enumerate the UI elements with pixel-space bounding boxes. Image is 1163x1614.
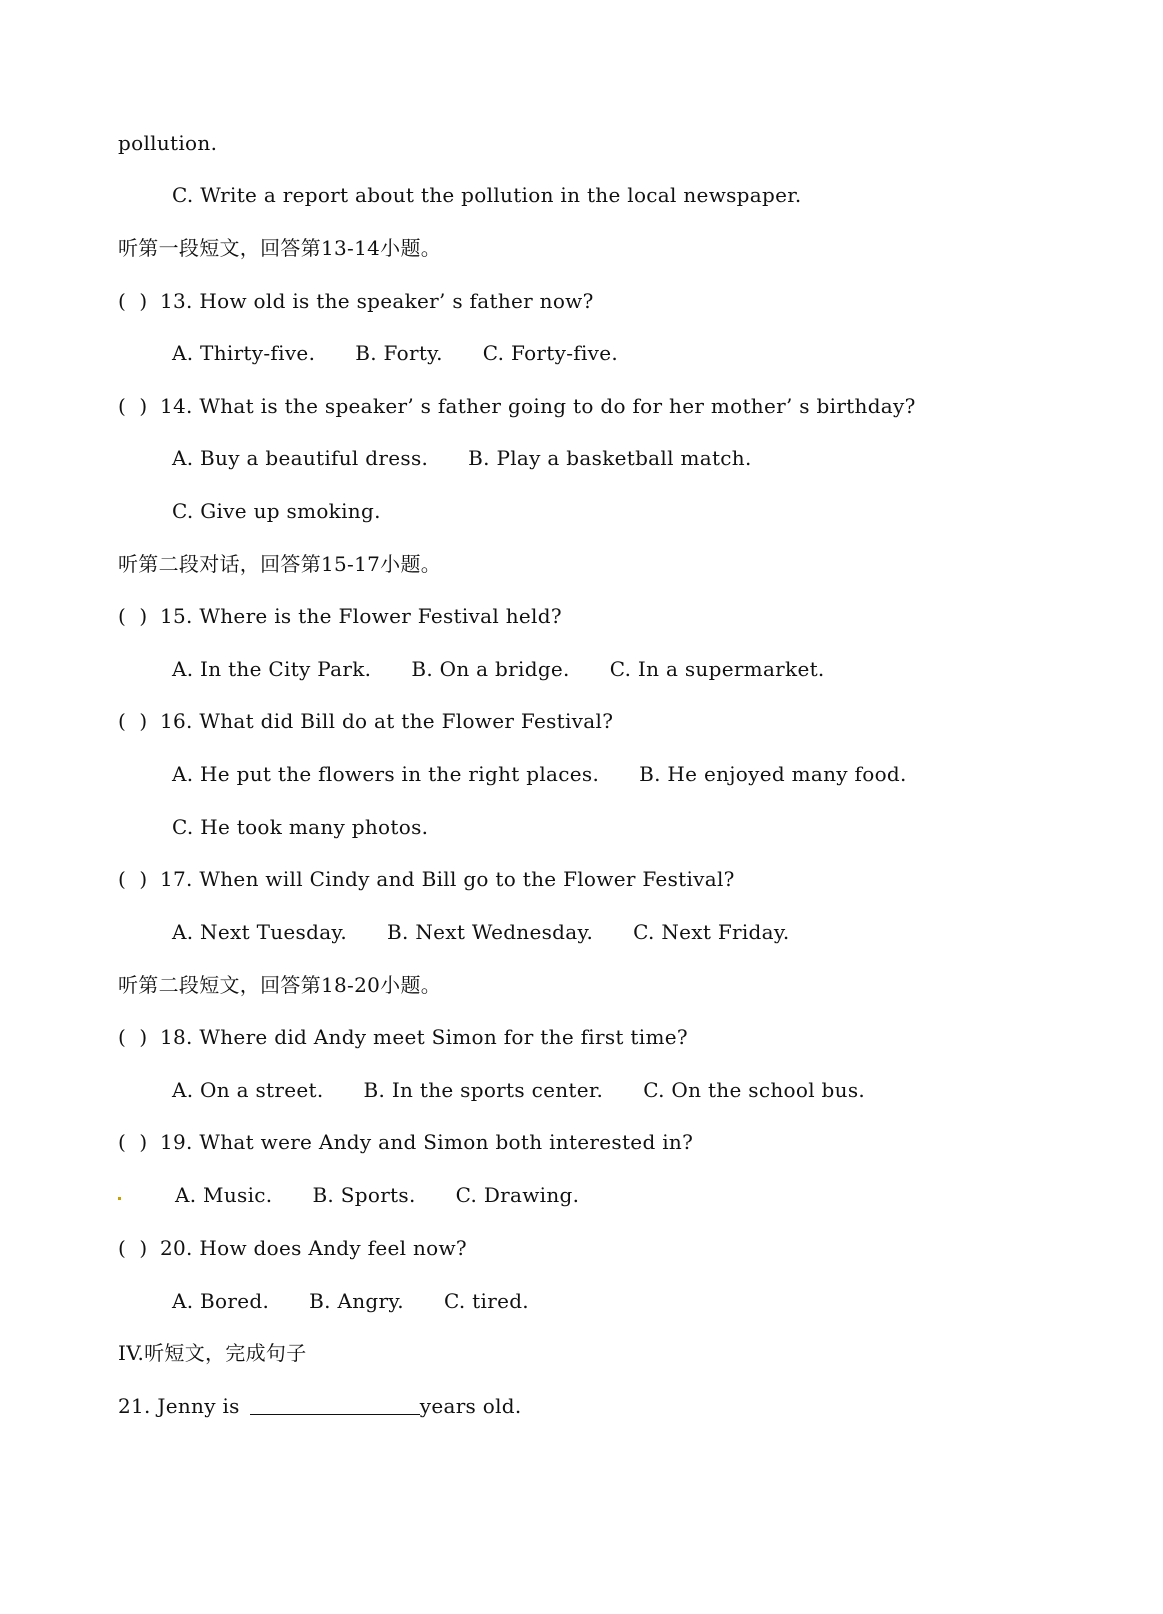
option: A. He put the flowers in the right places. <box>172 762 600 786</box>
options-19 <box>175 1180 579 1210</box>
question-13: ( ) 13. How old is the speaker’ s father now? <box>118 286 594 316</box>
speck-mark <box>118 1197 121 1200</box>
continued-option-text: pollution. <box>118 131 218 155</box>
option: A. Next Tuesday. <box>172 920 348 944</box>
answer-paren: ( ) <box>118 289 148 313</box>
option: B. Next Wednesday. <box>387 920 594 944</box>
option: C. He took many photos. <box>172 815 429 839</box>
section-heading-4: IV.听短文，完成句子 <box>118 1341 307 1365</box>
section-heading-1: 听第一段短文，回答第13-14小题。 <box>118 236 442 260</box>
option: A. On a street. <box>172 1078 324 1102</box>
options-20 <box>172 1286 529 1316</box>
option: A. In the City Park. <box>172 657 372 681</box>
option: B. Play a basketball match. <box>468 446 752 470</box>
answer-paren: ( ) <box>118 709 148 733</box>
answer-paren: ( ) <box>118 1025 148 1049</box>
options-16-line2 <box>172 812 428 842</box>
option: A. Buy a beautiful dress. <box>172 446 429 470</box>
option: B. In the sports center. <box>363 1078 604 1102</box>
option: B. On a bridge. <box>411 657 570 681</box>
answer-paren: ( ) <box>118 1236 148 1260</box>
option-c-q12: C. Write a report about the pollution in the local newspaper. <box>172 183 802 207</box>
option: C. tired. <box>443 1289 529 1313</box>
answer-paren: ( ) <box>118 867 148 891</box>
option: C. Give up smoking. <box>172 499 381 523</box>
option: A. Thirty-five. <box>172 341 316 365</box>
option: C. Next Friday. <box>633 920 790 944</box>
options-14-line2 <box>172 496 381 526</box>
question-19: ( ) 19. What were Andy and Simon both interested in? <box>118 1127 693 1157</box>
options-14 <box>172 443 752 473</box>
question-18: ( ) 18. Where did Andy meet Simon for the first time? <box>118 1022 688 1052</box>
answer-paren: ( ) <box>118 604 148 628</box>
question-14: ( ) 14. What is the speaker’ s father going to do for her mother’ s birthday? <box>118 391 916 421</box>
option: C. On the school bus. <box>643 1078 866 1102</box>
answer-paren: ( ) <box>118 394 148 418</box>
section-heading-3: 听第二段短文，回答第18-20小题。 <box>118 973 442 997</box>
option: B. Sports. <box>312 1183 416 1207</box>
question-15: ( ) 15. Where is the Flower Festival held? <box>118 601 562 631</box>
options-13 <box>172 338 618 368</box>
question-21: 21. Jenny is years old. <box>118 1394 522 1418</box>
option: B. Angry. <box>309 1289 404 1313</box>
section-heading-2: 听第二段对话，回答第15-17小题。 <box>118 552 442 576</box>
question-20: ( ) 20. How does Andy feel now? <box>118 1233 467 1263</box>
answer-blank[interactable] <box>250 1394 420 1415</box>
question-16: ( ) 16. What did Bill do at the Flower Festival? <box>118 706 613 736</box>
options-17 <box>172 917 789 947</box>
options-16 <box>172 759 907 789</box>
option: B. Forty. <box>355 341 443 365</box>
options-15 <box>172 654 825 684</box>
option: C. Drawing. <box>455 1183 580 1207</box>
question-17: ( ) 17. When will Cindy and Bill go to the Flower Festival? <box>118 864 735 894</box>
answer-paren: ( ) <box>118 1130 148 1154</box>
option: C. Forty-five. <box>482 341 619 365</box>
option: B. He enjoyed many food. <box>639 762 907 786</box>
option: A. Music. <box>175 1183 273 1207</box>
option: A. Bored. <box>172 1289 270 1313</box>
options-18 <box>172 1075 865 1105</box>
option: C. In a supermarket. <box>609 657 825 681</box>
